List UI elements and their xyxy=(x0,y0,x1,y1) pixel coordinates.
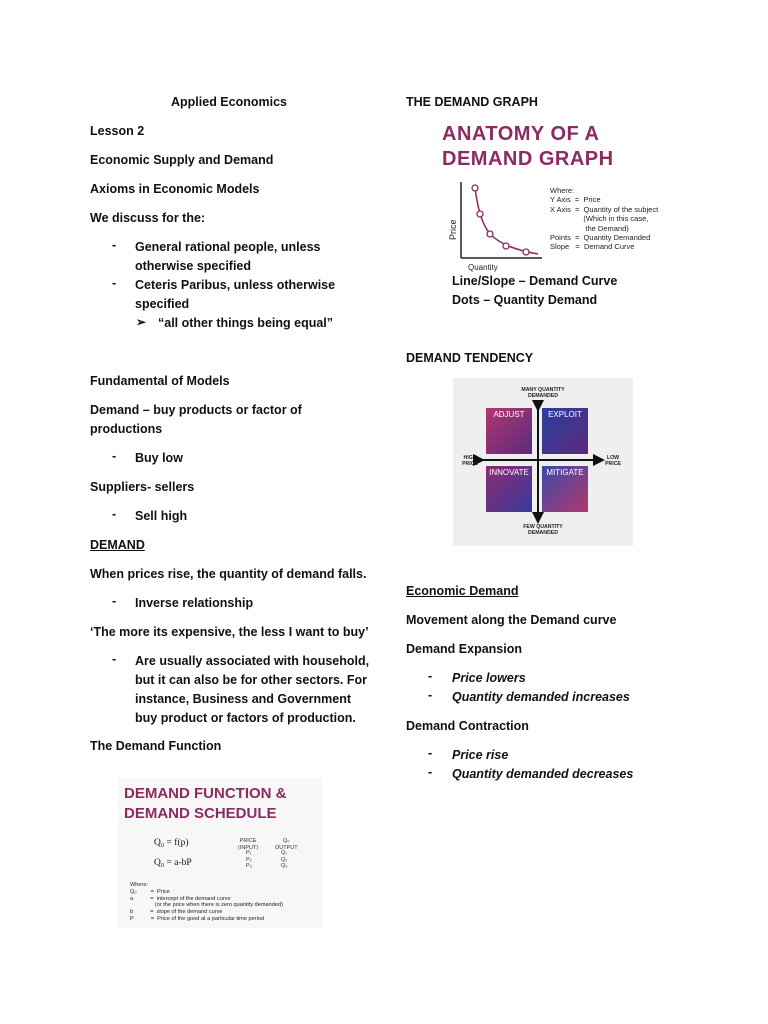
topic-label: Economic Supply and Demand xyxy=(90,153,274,167)
assoc-line2: but it can also be for other sectors. For xyxy=(135,673,367,687)
tendency-left-label: HIGH PRICE xyxy=(462,455,478,468)
equation-2: Q₀ = a-bP xyxy=(154,858,192,868)
quantity-decreases: Quantity demanded decreases xyxy=(452,767,634,781)
bullet-dash: - xyxy=(112,594,117,608)
dots-text: Dots – Quantity Demand xyxy=(452,293,598,307)
bullet-dash: - xyxy=(112,449,117,463)
function-image-title: DEMAND FUNCTION & DEMAND SCHEDULE xyxy=(124,785,287,822)
demand-function-image xyxy=(118,778,322,928)
quadrant-adjust: ADJUST xyxy=(486,408,532,454)
quadrant-exploit: EXPLOIT xyxy=(542,408,588,454)
bullet-rational-line2: otherwise specified xyxy=(135,259,252,273)
price-lowers: Price lowers xyxy=(452,671,526,685)
fundamental-label: Fundamental of Models xyxy=(90,374,230,388)
quantity-increases: Quantity demanded increases xyxy=(452,690,630,704)
schedule-price-values: P₁ P₂ P₃ xyxy=(246,850,252,870)
bullet-ceteris-line1: Ceteris Paribus, unless otherwise xyxy=(135,278,336,292)
demand-heading: DEMAND xyxy=(90,538,145,552)
price-rise: Price rise xyxy=(452,748,509,762)
bullet-dash: - xyxy=(112,507,117,521)
y-axis-label: Price xyxy=(448,219,458,240)
demand-law: When prices rise, the quantity of demand falls. xyxy=(90,567,367,581)
lesson-label: Lesson 2 xyxy=(90,124,145,138)
bullet-dash: - xyxy=(428,765,433,779)
sell-high: Sell high xyxy=(135,509,188,523)
tendency-right-label: LOW PRICE xyxy=(605,455,621,468)
bullet-dash: - xyxy=(428,669,433,683)
demand-def-line2: productions xyxy=(90,422,163,436)
expansion-heading: Demand Expansion xyxy=(406,642,522,656)
assoc-line4: buy product or factors of production. xyxy=(135,711,356,725)
bullet-dash: - xyxy=(112,652,117,666)
discuss-label: We discuss for the: xyxy=(90,211,206,225)
quadrant-innovate: INNOVATE xyxy=(486,466,532,512)
inverse-relationship: Inverse relationship xyxy=(135,596,254,610)
demand-tendency-heading: DEMAND TENDENCY xyxy=(406,351,534,365)
economic-demand-heading: Economic Demand xyxy=(406,584,519,598)
graph-image-title: ANATOMY OF A DEMAND GRAPH xyxy=(442,123,614,170)
function-where-legend: Where: Q₀ = Price a = intercept of the demand curve (or the price when there is zero quantity demanded) b = slope of the demand curve P = Price of the good at a particular time period xyxy=(130,882,283,923)
tendency-top-label: MANY QUANTITY DEMANDED xyxy=(521,387,565,400)
axioms-label: Axioms in Economic Models xyxy=(90,182,260,196)
quadrant-mitigate: MITIGATE xyxy=(542,466,588,512)
suppliers-label: Suppliers- sellers xyxy=(90,480,195,494)
demand-tendency-image xyxy=(453,378,633,546)
bullet-dash: - xyxy=(428,688,433,702)
bullet-dash: - xyxy=(428,746,433,760)
contraction-heading: Demand Contraction xyxy=(406,719,529,733)
buy-low: Buy low xyxy=(135,451,183,465)
demand-function-label: The Demand Function xyxy=(90,739,222,753)
anatomy-demand-graph-image xyxy=(430,120,692,272)
tendency-axes xyxy=(453,378,633,546)
schedule-col-qty: Q₀ OUTPUT xyxy=(275,838,298,851)
x-axis-label: Quantity xyxy=(468,263,498,272)
document-title: Applied Economics xyxy=(171,95,287,109)
bullet-dash: - xyxy=(112,276,117,290)
demand-point xyxy=(503,243,509,249)
demand-graph-heading: THE DEMAND GRAPH xyxy=(406,95,538,109)
assoc-line3: instance, Business and Government xyxy=(135,692,352,706)
equation-1: Q₀ = f(p) xyxy=(154,838,189,848)
assoc-line1: Are usually associated with household, xyxy=(135,654,370,668)
sub-bullet-text: “all other things being equal” xyxy=(158,316,334,330)
bullet-rational-line1: General rational people, unless xyxy=(135,240,321,254)
schedule-qty-values: Q₁ Q₂ Q₃ xyxy=(281,850,288,870)
line-slope-text: Line/Slope – Demand Curve xyxy=(452,274,618,288)
demand-def-line1: Demand – buy products or factor of xyxy=(90,403,302,417)
demand-point xyxy=(472,185,478,191)
demand-quote: ‘The more its expensive, the less I want to buy’ xyxy=(90,625,369,639)
graph-legend: Where: Y Axis = Price X Axis = Quantity of the subject (Which in this case, the Demand) Points = Quantity Demanded Slope = Demand Curve xyxy=(550,186,659,252)
movement-text: Movement along the Demand curve xyxy=(406,613,617,627)
tendency-bottom-label: FEW QUANTITY DEMANDED xyxy=(523,524,563,537)
arrow-bullet-icon: ➢ xyxy=(136,315,147,329)
demand-point xyxy=(477,211,483,217)
bullet-dash: - xyxy=(112,238,117,252)
demand-point xyxy=(487,231,493,237)
schedule-col-price: PRICE (INPUT) xyxy=(238,838,259,851)
bullet-ceteris-line2: specified xyxy=(135,297,190,311)
demand-point xyxy=(523,249,529,255)
